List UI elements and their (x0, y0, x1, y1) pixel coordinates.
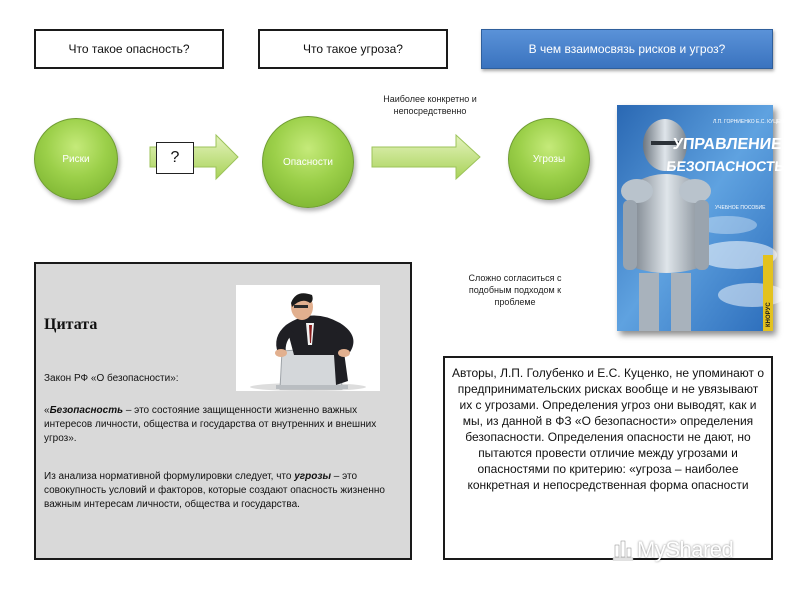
threat-analysis (44, 470, 402, 512)
book-title-line2: БЕЗОПАСНОСТЬЮ (665, 158, 800, 174)
man-with-laptop-photo (236, 285, 380, 391)
risks-node-label: Риски (62, 153, 90, 165)
risks-node (34, 118, 118, 200)
arrow-note-specific: Наиболее конкретно и непосредственно (383, 94, 477, 116)
danger-node-label: Опасности (282, 156, 333, 168)
danger-node (262, 116, 354, 208)
threat-question-button[interactable]: Что такое угроза? (258, 29, 448, 69)
threats-node (508, 118, 590, 200)
analysis-lead: Из анализа нормативной формулировки следует, что (44, 471, 295, 482)
analysis-body: – это совокупность условий и факторов, которые создают опасность жизненно важным интересам личности, общества и государства. (44, 471, 385, 510)
threats-node-label: Угрозы (532, 153, 566, 165)
definition-term: Безопасность (49, 405, 124, 416)
book-subtitle: УЧЕБНОЕ ПОСОБИЕ (715, 205, 766, 211)
analysis-term: угрозы (294, 471, 331, 482)
myshared-logo-icon (613, 539, 633, 561)
definition-open-quote: « (44, 405, 50, 416)
security-definition (44, 404, 402, 446)
authors-commentary (443, 356, 773, 560)
book-authors: Л.П. ГОРНИЕНКО Е.С. КУЦЕНКО (713, 119, 791, 125)
question-mark: ? (170, 149, 180, 166)
law-reference: Закон РФ «О безопасности»: (44, 373, 179, 384)
book-publisher: КНОРУС (766, 302, 772, 327)
danger-question-button[interactable]: Что такое опасность? (34, 29, 224, 69)
question-mark-box (156, 142, 194, 174)
book-cover-image (617, 105, 800, 331)
myshared-watermark (613, 537, 733, 563)
definition-body: – это состояние защищенности жизненно важных интересов личности, общества и государства от внутренних и внешних угроз». (44, 405, 377, 444)
arrow-danger-to-threats (372, 132, 482, 182)
watermark-text: MyShared (637, 537, 734, 562)
disagreement-note: Сложно согласиться с подобным подходом к проблеме (468, 273, 562, 307)
quote-title: Цитата (44, 316, 98, 333)
book-title-line1: УПРАВЛЕНИЕ (671, 135, 783, 153)
authors-commentary-text: Авторы, Л.П. Голубенко и Е.С. Куценко, не упоминают о предпринимательских рисках вообще и не увязывают их с угрозами. Определения угроз они выводят, как и мы, из данной в ФЗ «О безопасности» определения безопасности. Определения опасности не дают, но пытаются провести отличие между угрозами и опасностями по критерию: «угроза – наиболее конкретная и непосредственная форма опасности (451, 366, 765, 492)
relation-question-button[interactable]: В чем взаимосвязь рисков и угроз? (481, 29, 773, 69)
